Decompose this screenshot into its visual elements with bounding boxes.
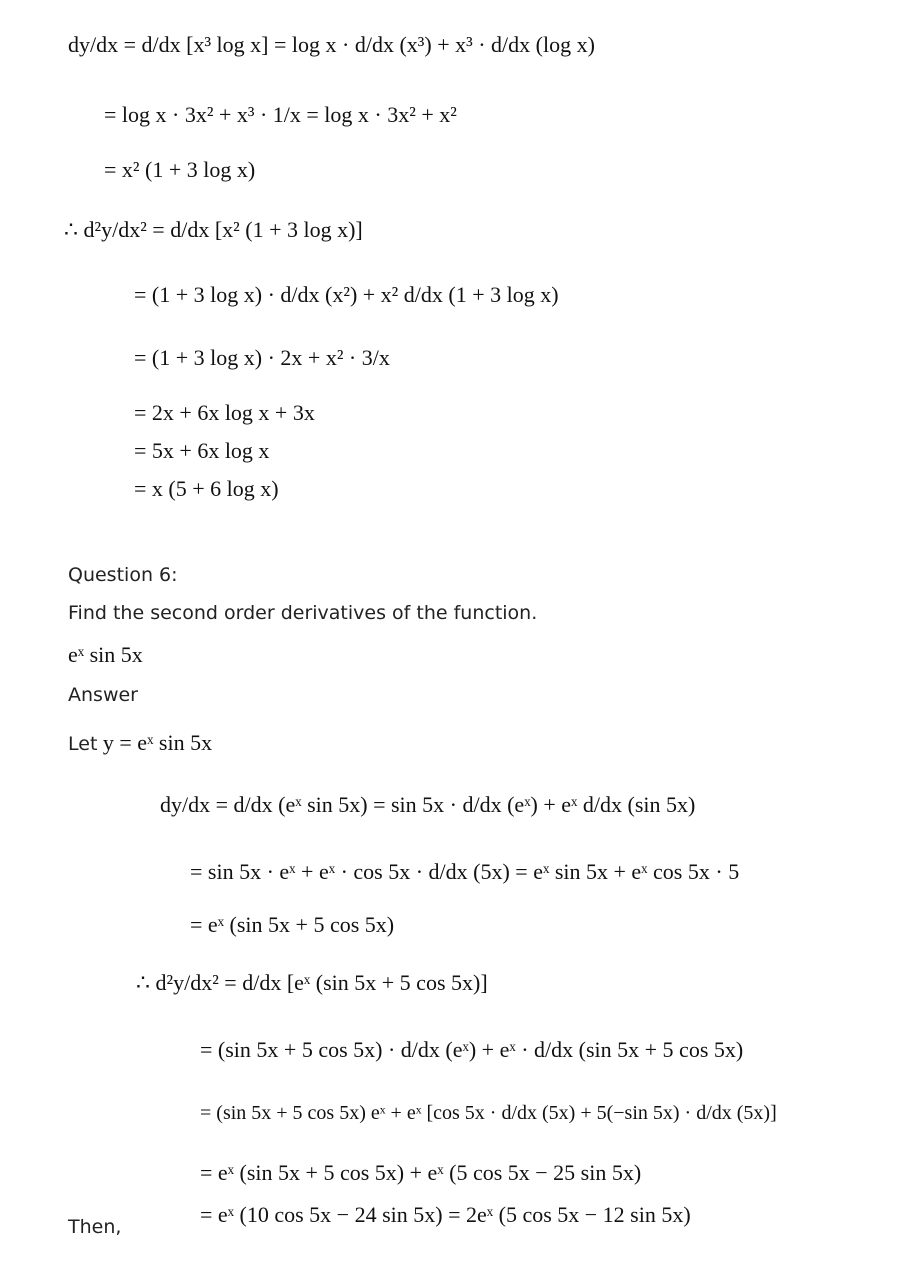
then-label: Then, bbox=[68, 1216, 122, 1238]
derivation-line: = (1 + 3 log x) · d/dx (x²) + x² d/dx (1 + 3 log x) bbox=[134, 282, 559, 307]
derivation-line: dy/dx = d/dx (eˣ sin 5x) = sin 5x · d/dx (eˣ) + eˣ d/dx (sin 5x) bbox=[160, 792, 696, 817]
derivation-line: = 5x + 6x log x bbox=[134, 438, 270, 463]
derivation-line: ∴ d²y/dx² = d/dx [eˣ (sin 5x + 5 cos 5x)] bbox=[136, 970, 488, 995]
derivation-line: = 2x + 6x log x + 3x bbox=[134, 400, 315, 425]
derivation-line: dy/dx = d/dx [x³ log x] = log x · d/dx (x³) + x³ · d/dx (log x) bbox=[68, 32, 595, 57]
derivation-line: = x (5 + 6 log x) bbox=[134, 476, 279, 501]
answer-label: Answer bbox=[68, 684, 138, 706]
derivation-line: ∴ d²y/dx² = d/dx [x² (1 + 3 log x)] bbox=[64, 217, 363, 242]
question-function: eˣ sin 5x bbox=[68, 642, 143, 667]
let-prefix: Let bbox=[68, 733, 98, 755]
derivation-line: = x² (1 + 3 log x) bbox=[104, 157, 256, 182]
derivation-line: = log x · 3x² + x³ · 1/x = log x · 3x² + x² bbox=[104, 102, 457, 127]
question-prompt: Find the second order derivatives of the function. bbox=[68, 602, 538, 624]
derivation-line: = eˣ (10 cos 5x − 24 sin 5x) = 2eˣ (5 cos 5x − 12 sin 5x) bbox=[200, 1202, 691, 1227]
let-statement bbox=[68, 728, 212, 759]
derivation-line: = eˣ (sin 5x + 5 cos 5x) bbox=[190, 912, 395, 937]
derivation-line: = eˣ (sin 5x + 5 cos 5x) + eˣ (5 cos 5x − 25 sin 5x) bbox=[200, 1160, 642, 1185]
derivation-line: = sin 5x · eˣ + eˣ · cos 5x · d/dx (5x) = eˣ sin 5x + eˣ cos 5x · 5 bbox=[190, 859, 740, 884]
derivation-line: = (sin 5x + 5 cos 5x) · d/dx (eˣ) + eˣ · d/dx (sin 5x + 5 cos 5x) bbox=[200, 1037, 744, 1062]
question-heading: Question 6: bbox=[68, 564, 178, 586]
let-expression: y = eˣ sin 5x bbox=[102, 730, 213, 755]
derivation-line: = (1 + 3 log x) · 2x + x² · 3/x bbox=[134, 345, 390, 370]
derivation-line: = (sin 5x + 5 cos 5x) eˣ + eˣ [cos 5x · d/dx (5x) + 5(−sin 5x) · d/dx (5x)] bbox=[200, 1102, 777, 1124]
